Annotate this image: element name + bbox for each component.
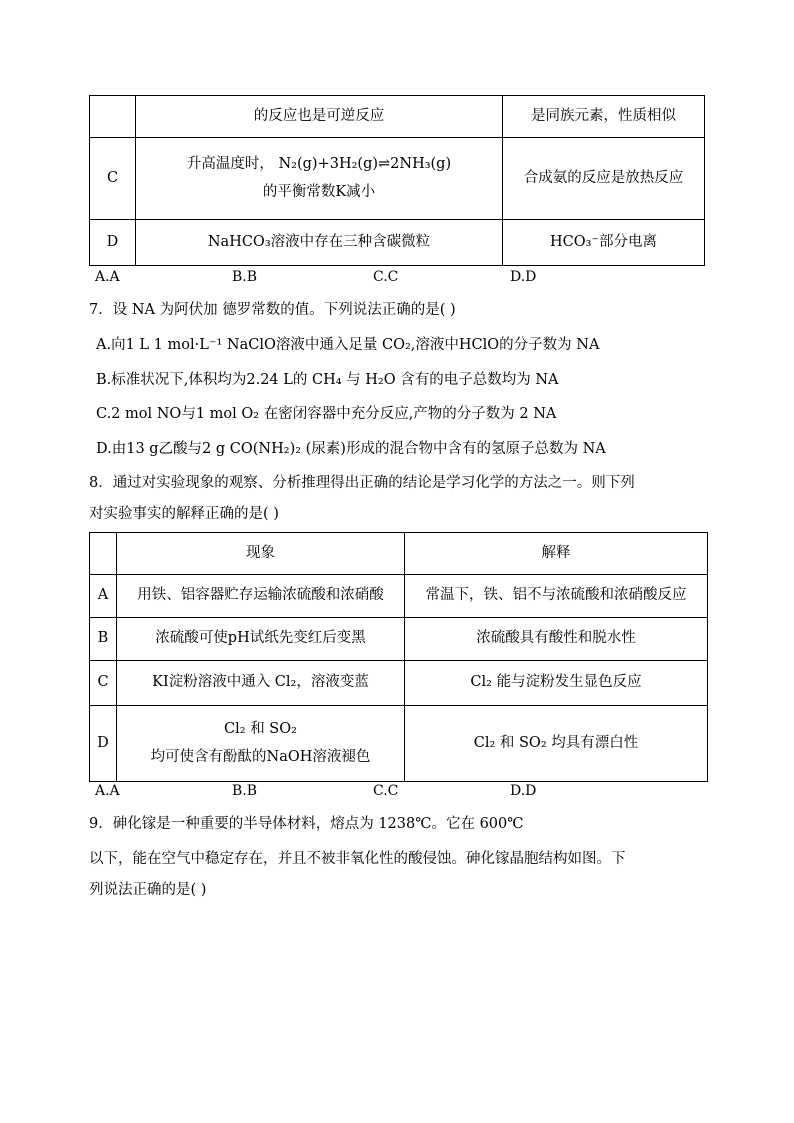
option-c[interactable]: C.C bbox=[373, 783, 399, 799]
header-explanation: 解释 bbox=[405, 533, 708, 575]
table-cell-explanation: 合成氨的反应是放热反应 bbox=[503, 138, 705, 220]
q7-option-d[interactable]: D.由13 g乙酸与2 g CO(NH₂)₂ (尿素)形成的混合物中含有的氢原子总数为 NA bbox=[96, 441, 606, 457]
table-cell-explanation: 是同族元素，性质相似 bbox=[503, 96, 705, 138]
table-cell-label: D bbox=[90, 220, 136, 266]
q8-table bbox=[89, 532, 708, 782]
q8-stem-line2: 对实验事实的解释正确的是( ) bbox=[89, 506, 279, 522]
row-phenomenon bbox=[117, 706, 405, 782]
table-cell-label: C bbox=[90, 138, 136, 220]
row-label: D bbox=[90, 706, 117, 782]
q7-stem: 7．设 NA 为阿伏加 德罗常数的值。下列说法正确的是( ) bbox=[89, 302, 456, 318]
row-label: A bbox=[90, 575, 117, 618]
phenomenon-suffix: 的平衡常数K减小 bbox=[262, 183, 376, 200]
option-d[interactable]: D.D bbox=[510, 783, 537, 799]
q9-line2: 以下，能在空气中稳定存在，并且不被非氧化性的酸侵蚀。砷化镓晶胞结构如图。下 bbox=[89, 851, 626, 867]
row-explanation: Cl₂ 和 SO₂ 均具有漂白性 bbox=[405, 706, 708, 782]
phenomenon-line1: Cl₂ 和 SO₂ bbox=[224, 721, 297, 738]
row-explanation: 常温下，铁、铝不与浓硫酸和浓硝酸反应 bbox=[405, 575, 708, 618]
phenomenon-line2: 均可使含有酚酞的NaOH溶液褪色 bbox=[150, 748, 371, 765]
option-d[interactable]: D.D bbox=[510, 269, 537, 285]
header-cell-empty bbox=[90, 533, 117, 575]
row-phenomenon: 浓硫酸可使pH试纸先变红后变黑 bbox=[117, 618, 405, 661]
row-label: B bbox=[90, 618, 117, 661]
table-cell-label bbox=[90, 96, 136, 138]
header-phenomenon: 现象 bbox=[117, 533, 405, 575]
option-c[interactable]: C.C bbox=[373, 269, 399, 285]
option-a[interactable]: A.A bbox=[95, 783, 120, 799]
table-cell-phenomenon: NaHCO₃溶液中存在三种含碳微粒 bbox=[136, 220, 503, 266]
option-b[interactable]: B.B bbox=[232, 783, 258, 799]
reaction-equation: N₂(g)+3H₂(g)⇌2NH₃(g) bbox=[278, 156, 452, 173]
row-label: C bbox=[90, 661, 117, 706]
option-a[interactable]: A.A bbox=[95, 269, 120, 285]
table-cell-phenomenon: 的反应也是可逆反应 bbox=[136, 96, 503, 138]
table-cell-explanation: HCO₃⁻部分电离 bbox=[503, 220, 705, 266]
q9-line1: 9．砷化镓是一种重要的半导体材料，熔点为 1238℃。它在 600℃ bbox=[89, 816, 524, 832]
q8-stem-line1: 8．通过对实验现象的观察、分析推理得出正确的结论是学习化学的方法之一。则下列 bbox=[89, 475, 635, 491]
table-cell-phenomenon bbox=[136, 138, 503, 220]
q9-line3: 列说法正确的是( ) bbox=[89, 882, 207, 898]
q7-option-c[interactable]: C.2 mol NO与1 mol O₂ 在密闭容器中充分反应,产物的分子数为 2 NA bbox=[96, 406, 557, 422]
row-phenomenon: 用铁、铝容器贮存运输浓硫酸和浓硝酸 bbox=[117, 575, 405, 618]
phenomenon-prefix: 升高温度时， bbox=[186, 156, 274, 173]
option-b[interactable]: B.B bbox=[232, 269, 258, 285]
answer-table-continued bbox=[89, 95, 705, 266]
q7-option-a[interactable]: A.向1 L 1 mol·L⁻¹ NaClO溶液中通入足量 CO₂,溶液中HClO的分子数为 NA bbox=[96, 337, 600, 353]
row-explanation: 浓硫酸具有酸性和脱水性 bbox=[405, 618, 708, 661]
row-phenomenon: KI淀粉溶液中通入 Cl₂，溶液变蓝 bbox=[117, 661, 405, 706]
q7-option-b[interactable]: B.标准状况下,体积均为2.24 L的 CH₄ 与 H₂O 含有的电子总数均为 NA bbox=[96, 372, 559, 388]
row-explanation: Cl₂ 能与淀粉发生显色反应 bbox=[405, 661, 708, 706]
